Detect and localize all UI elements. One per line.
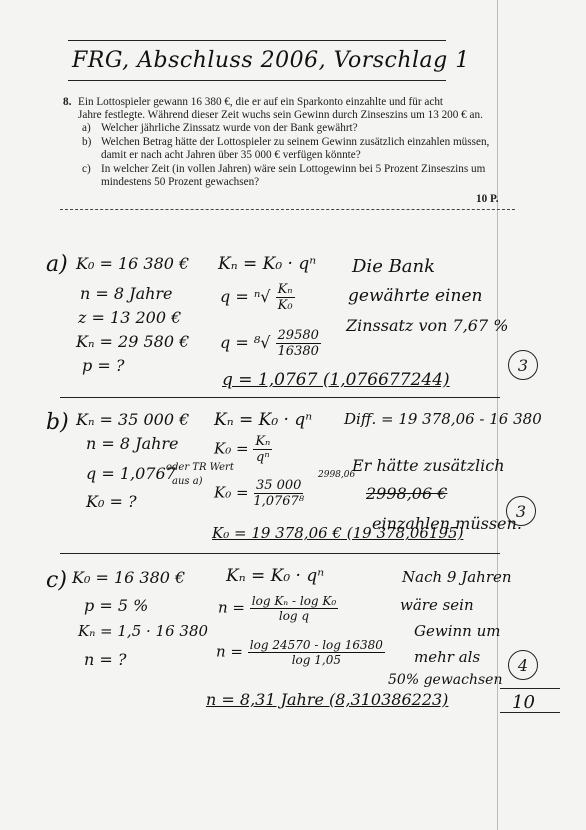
part-c-score-circle	[508, 650, 538, 680]
task-a-text: Welcher jährliche Zinssatz wurde von der Bank gewährt?	[101, 122, 358, 134]
task-intro-line1: Ein Lottospieler gewann 16 380 €, die er auf ein Sparkonto einzahlte und für acht	[78, 96, 444, 108]
part-c-answer-line1: Nach 9 Jahren	[402, 568, 512, 586]
part-c-n-calc-prefix: n =	[216, 642, 243, 661]
part-b-answer-line2: 2998,06 €	[366, 484, 448, 503]
part-a-q-calc-den: 16380	[277, 344, 319, 359]
part-a-answer-line2: gewährte einen	[348, 286, 483, 306]
part-c-answer-line5: 50% gewachsen	[388, 672, 503, 688]
task-b-text-line2: damit er nach acht Jahren über 35 000 € verfügen könnte?	[101, 149, 361, 161]
part-a-score-circle	[508, 350, 538, 380]
part-b-given-0: Kₙ = 35 000 €	[76, 410, 190, 429]
part-a-q-root: q = ⁿ√	[220, 287, 271, 306]
part-b-result: K₀ = 19 378,06 € (19 378,06195)	[212, 524, 464, 542]
header-top-rule	[68, 40, 446, 41]
task-c-text-line2: mindestens 50 Prozent gewachsen?	[101, 176, 260, 188]
task-a-label: a)	[82, 122, 91, 134]
part-c-n-calc-den: log 1,05	[291, 653, 341, 667]
part-a-formula: Kₙ = K₀ · qⁿ	[218, 254, 317, 274]
part-a-q-formula	[220, 282, 295, 313]
part-b-separator	[60, 553, 500, 554]
part-a-result: q = 1,0767 (1,076677244)	[222, 370, 450, 390]
part-b-k0-calc	[214, 478, 304, 509]
part-b-given-2: q = 1,0767	[86, 464, 176, 483]
part-b-formula: Kₙ = K₀ · qⁿ	[214, 410, 313, 430]
part-c-n-calc-fraction	[248, 638, 385, 667]
part-c-answer-line4: mehr als	[414, 648, 481, 666]
part-a-label: a)	[46, 252, 68, 277]
part-a-answer-line3: Zinssatz von 7,67 %	[346, 316, 509, 335]
part-c-answer-line2: wäre sein	[400, 596, 474, 614]
part-a-q-calc-prefix: q = ⁸√	[220, 333, 271, 352]
part-c-n-fraction	[250, 594, 338, 623]
task-b-text-line1: Welchen Betrag hätte der Lottospieler zu seinem Gewinn zusätzlich einzahlen müssen,	[101, 136, 490, 148]
task-points: 10 P.	[476, 193, 499, 205]
header-title: FRG, Abschluss 2006, Vorschlag 1	[72, 48, 470, 73]
part-a-separator	[60, 397, 500, 398]
part-b-given-1: n = 8 Jahre	[86, 434, 179, 453]
part-c-n-den: log q	[278, 609, 310, 623]
part-a-score: 3	[517, 355, 529, 375]
part-b-k0-den: qⁿ	[256, 450, 270, 465]
part-b-k0-formula	[214, 434, 272, 465]
part-c-given-1: p = 5 %	[84, 596, 149, 615]
part-b-score: 3	[515, 501, 527, 521]
part-c-given-0: K₀ = 16 380 €	[72, 568, 186, 587]
task-separator	[60, 209, 515, 210]
part-c-label: c)	[46, 568, 67, 593]
part-b-k0-calc-fraction	[253, 478, 304, 509]
part-c-formula: Kₙ = K₀ · qⁿ	[226, 566, 325, 586]
part-b-label: b)	[46, 410, 69, 435]
part-a-given-0: K₀ = 16 380 €	[76, 254, 190, 273]
part-a-given-1: n = 8 Jahre	[80, 284, 173, 303]
part-c-answer-line3: Gewinn um	[414, 622, 501, 640]
part-a-q-den: K₀	[277, 298, 293, 313]
part-a-q-calc-num: 29580	[277, 328, 319, 343]
part-c-n-prefix: n =	[218, 598, 245, 617]
total-bottom-rule	[500, 712, 560, 713]
task-c-label: c)	[82, 163, 91, 175]
part-b-q-note2: aus a)	[172, 476, 203, 487]
part-b-side-calc: 2998,06	[318, 470, 356, 480]
part-b-k0-num: Kₙ	[255, 434, 271, 449]
part-a-q-fraction	[276, 282, 295, 313]
header-bottom-rule	[68, 80, 446, 81]
part-a-given-2: z = 13 200 €	[78, 308, 182, 327]
part-b-answer-line3: einzahlen müssen.	[372, 514, 522, 533]
part-b-score-circle	[506, 496, 536, 526]
part-b-k0-fraction	[253, 434, 272, 465]
part-a-answer-line1: Die Bank	[352, 256, 436, 277]
part-a-given-4: p = ?	[82, 356, 125, 375]
part-c-result: n = 8,31 Jahre (8,310386223)	[206, 690, 449, 709]
part-c-score: 4	[517, 655, 529, 675]
task-c-text-line1: In welcher Zeit (in vollen Jahren) wäre sein Lottogewinn bei 5 Prozent Zinseszins um	[101, 163, 486, 175]
part-b-k0-calc-prefix: K₀ =	[214, 483, 249, 502]
part-b-k0-calc-den: 1,0767⁸	[253, 494, 305, 509]
part-a-q-calc-fraction	[276, 328, 321, 359]
part-b-k0-calc-num: 35 000	[255, 478, 302, 493]
total-score: 10	[512, 692, 535, 713]
part-b-diff: Diff. = 19 378,06 - 16 380	[344, 410, 542, 428]
part-c-n-calc-num: log 24570 - log 16380	[249, 638, 383, 652]
part-b-k0-prefix: K₀ =	[214, 439, 249, 458]
task-intro-line2: Jahre festlegte. Während dieser Zeit wuchs sein Gewinn durch Zinseszins um 13 200 € an.	[78, 109, 483, 121]
part-c-given-3: n = ?	[84, 650, 127, 669]
part-a-given-3: Kₙ = 29 580 €	[76, 332, 190, 351]
part-c-n-formula	[218, 594, 338, 623]
part-a-q-calc	[220, 328, 321, 359]
part-b-q-note1: oder TR Wert	[166, 462, 234, 473]
part-b-given-3: K₀ = ?	[86, 492, 137, 511]
part-a-q-num: Kₙ	[277, 282, 293, 297]
task-number: 8.	[63, 96, 72, 108]
part-c-given-2: Kₙ = 1,5 · 16 380	[78, 622, 209, 640]
total-top-rule	[500, 688, 560, 689]
part-c-n-calc	[216, 638, 385, 667]
task-b-label: b)	[82, 136, 92, 148]
part-b-answer-line1: Er hätte zusätzlich	[352, 456, 505, 475]
part-c-n-num: log Kₙ - log K₀	[251, 594, 337, 608]
